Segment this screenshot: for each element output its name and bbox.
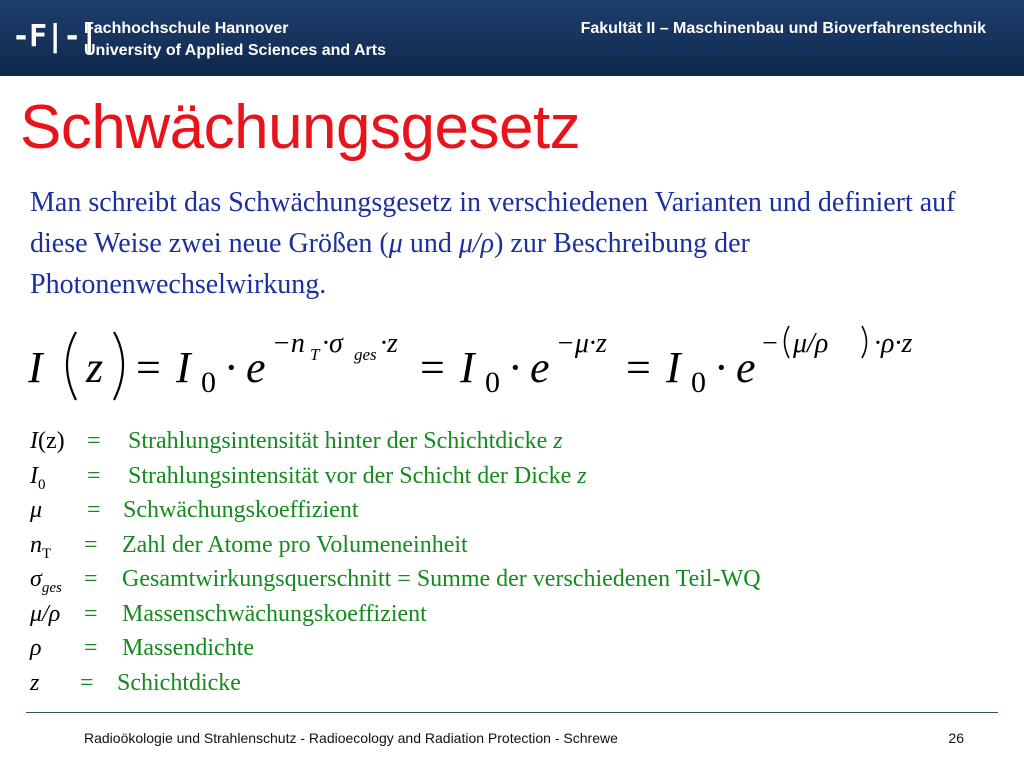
definition-equals: = [87, 462, 101, 489]
formula-e-1: e [246, 343, 266, 392]
formula-exp3-paren-right [862, 326, 867, 358]
formula-e-3: e [736, 343, 756, 392]
formula-i0-3-sub: 0 [691, 366, 706, 399]
definition-text: Schwächungskoeffizient [123, 497, 359, 523]
formula-i0-1-i: I [176, 343, 191, 392]
formula-exp1-n: −n [272, 328, 305, 359]
formula-dot-3: · [714, 343, 729, 392]
definition-symbol: z [30, 669, 40, 696]
university-name-en: University of Applied Sciences and Arts [84, 42, 387, 59]
header-banner [0, 0, 1024, 76]
definition-equals: = [84, 635, 98, 661]
intro-symbol-mu: μ [388, 228, 403, 259]
formula-eq-2: = [420, 343, 445, 392]
intro-text-1: Man schreibt das Schwächungsgesetz in verschiedenen Varianten und definiert auf diese Weise zwei neue Größen ( [30, 187, 956, 259]
formula-lhs-i: I [28, 343, 43, 392]
formula-paren-left [67, 332, 76, 400]
formula-exp3-minus: − [762, 328, 778, 359]
slide-title: Schwächungsgesetz [20, 93, 581, 162]
footer-course-title: Radioökologie und Strahlenschutz - Radioecology and Radiation Protection - Schrewe [84, 730, 618, 746]
footer-divider [26, 712, 998, 713]
page-number: 26 [948, 730, 964, 746]
intro-text-2: und [402, 228, 459, 259]
intro-paragraph [30, 182, 990, 305]
definition-equals: = [84, 600, 98, 627]
formula-paren-right [114, 332, 123, 400]
formula-eq-1: = [136, 343, 161, 392]
formula-exp1-t: T [310, 345, 320, 364]
definition-symbol: $I_0$ [30, 462, 46, 493]
definition-equals: = [84, 566, 98, 592]
formula-exp1-z: ·z [380, 328, 398, 359]
definition-symbol: μ [30, 497, 43, 523]
formula-i0-2-sub: 0 [485, 366, 500, 399]
intro-symbol-mu-rho: μ/ρ [458, 228, 495, 259]
definition-text: Strahlungsintensität vor der Schicht der Dicke z [128, 462, 587, 489]
formula-exp2: −μ·z [556, 328, 607, 359]
definition-equals: = [87, 497, 101, 523]
definition-symbol: $\sigma_{ges}$ [30, 566, 62, 596]
formula-i0-2-i: I [460, 343, 475, 392]
university-name-de: Fachhochschule Hannover [84, 20, 289, 37]
definition-text: Massendichte [122, 635, 254, 661]
definition-equals: = [87, 428, 101, 454]
attenuation-formula [28, 316, 988, 416]
formula-eq-3: = [626, 343, 651, 392]
definition-symbol: $n_T$ [30, 531, 52, 562]
definition-equals: = [80, 669, 94, 696]
formula-exp3-paren-left [785, 326, 790, 358]
formula-dot-1: · [224, 343, 239, 392]
formula-i0-1-sub: 0 [201, 366, 216, 399]
formula-i0-3-i: I [666, 343, 681, 392]
definition-text: Gesamtwirkungsquerschnitt = Summe der verschiedenen Teil-WQ [122, 566, 761, 592]
definition-symbol: ρ [30, 635, 42, 661]
formula-exp3-tail: ·ρ·z [874, 328, 913, 359]
faculty-name: Fakultät II – Maschinenbau und Bioverfahrenstechnik [580, 20, 986, 37]
formula-e-2: e [530, 343, 550, 392]
definition-text: Schichtdicke [117, 669, 241, 696]
formula-exp1-sigma: ·σ [322, 328, 343, 359]
definition-text: Zahl der Atome pro Volumeneinheit [122, 531, 468, 558]
formula-lhs-z: z [86, 343, 104, 392]
definition-symbol: I(z) [30, 428, 65, 454]
formula-exp1-ges: ges [354, 345, 377, 364]
formula-dot-2: · [508, 343, 523, 392]
university-logo: -F|-| [12, 19, 98, 54]
intro-text-3: ) zur Beschreibung der Photonenwechselwirkung. [30, 228, 750, 300]
formula-exp3-inner: μ/ρ [793, 328, 829, 359]
definition-symbol: μ/ρ [30, 600, 61, 627]
definition-text: Strahlungsintensität hinter der Schichtdicke z [128, 428, 563, 454]
definition-equals: = [84, 531, 98, 558]
definition-text: Massenschwächungskoeffizient [122, 600, 427, 627]
